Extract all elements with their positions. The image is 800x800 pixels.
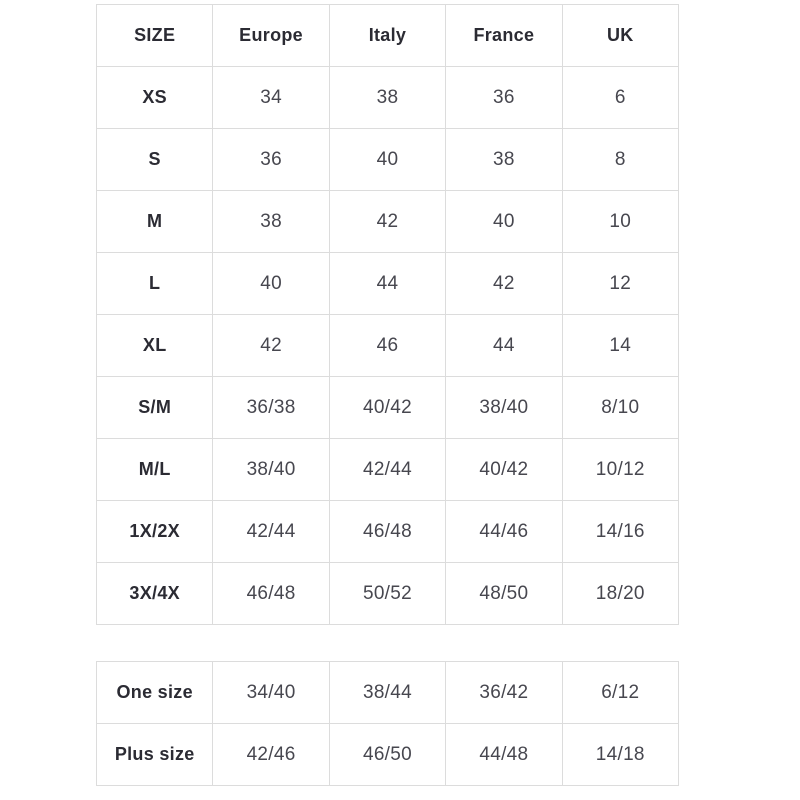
value-cell: 44 xyxy=(329,253,445,315)
size-label-cell: XS xyxy=(97,67,213,129)
value-cell: 40 xyxy=(213,253,329,315)
size-label-cell: S xyxy=(97,129,213,191)
value-cell: 34/40 xyxy=(213,662,329,724)
value-cell: 8/10 xyxy=(562,377,678,439)
table-row xyxy=(97,501,679,563)
value-cell: 18/20 xyxy=(562,563,678,625)
value-cell: 46/48 xyxy=(213,563,329,625)
value-cell: 36/42 xyxy=(446,662,562,724)
value-cell: 36 xyxy=(446,67,562,129)
value-cell: 42 xyxy=(213,315,329,377)
table-gap xyxy=(96,625,800,661)
size-label-cell: One size xyxy=(97,662,213,724)
value-cell: 38 xyxy=(329,67,445,129)
value-cell: 6/12 xyxy=(562,662,678,724)
value-cell: 42/44 xyxy=(213,501,329,563)
value-cell: 40 xyxy=(329,129,445,191)
header-cell: UK xyxy=(562,5,678,67)
size-label-cell: M xyxy=(97,191,213,253)
size-label-cell: 3X/4X xyxy=(97,563,213,625)
size-label-cell: L xyxy=(97,253,213,315)
table-row xyxy=(97,377,679,439)
value-cell: 36/38 xyxy=(213,377,329,439)
value-cell: 44/46 xyxy=(446,501,562,563)
table-row xyxy=(97,67,679,129)
value-cell: 10/12 xyxy=(562,439,678,501)
special-size-table xyxy=(96,661,679,786)
size-label-cell: Plus size xyxy=(97,724,213,786)
value-cell: 38/40 xyxy=(213,439,329,501)
value-cell: 42/44 xyxy=(329,439,445,501)
value-cell: 14/16 xyxy=(562,501,678,563)
value-cell: 44/48 xyxy=(446,724,562,786)
header-row xyxy=(97,5,679,67)
size-label-cell: 1X/2X xyxy=(97,501,213,563)
value-cell: 46/48 xyxy=(329,501,445,563)
table-row xyxy=(97,315,679,377)
header-cell: Italy xyxy=(329,5,445,67)
value-cell: 40/42 xyxy=(446,439,562,501)
table-row xyxy=(97,439,679,501)
value-cell: 44 xyxy=(446,315,562,377)
table-row xyxy=(97,129,679,191)
value-cell: 46/50 xyxy=(329,724,445,786)
table-row xyxy=(97,724,679,786)
size-label-cell: M/L xyxy=(97,439,213,501)
header-cell: France xyxy=(446,5,562,67)
value-cell: 12 xyxy=(562,253,678,315)
value-cell: 34 xyxy=(213,67,329,129)
value-cell: 40 xyxy=(446,191,562,253)
standard-size-table xyxy=(96,4,679,625)
value-cell: 14 xyxy=(562,315,678,377)
value-cell: 38/40 xyxy=(446,377,562,439)
value-cell: 42/46 xyxy=(213,724,329,786)
value-cell: 36 xyxy=(213,129,329,191)
value-cell: 46 xyxy=(329,315,445,377)
value-cell: 50/52 xyxy=(329,563,445,625)
value-cell: 38/44 xyxy=(329,662,445,724)
size-label-cell: S/M xyxy=(97,377,213,439)
value-cell: 42 xyxy=(329,191,445,253)
table-row xyxy=(97,253,679,315)
value-cell: 8 xyxy=(562,129,678,191)
value-cell: 42 xyxy=(446,253,562,315)
size-label-cell: XL xyxy=(97,315,213,377)
table-row xyxy=(97,563,679,625)
value-cell: 6 xyxy=(562,67,678,129)
header-cell: SIZE xyxy=(97,5,213,67)
value-cell: 40/42 xyxy=(329,377,445,439)
table-row xyxy=(97,662,679,724)
value-cell: 10 xyxy=(562,191,678,253)
value-cell: 38 xyxy=(213,191,329,253)
table-row xyxy=(97,191,679,253)
value-cell: 38 xyxy=(446,129,562,191)
value-cell: 48/50 xyxy=(446,563,562,625)
header-cell: Europe xyxy=(213,5,329,67)
value-cell: 14/18 xyxy=(562,724,678,786)
